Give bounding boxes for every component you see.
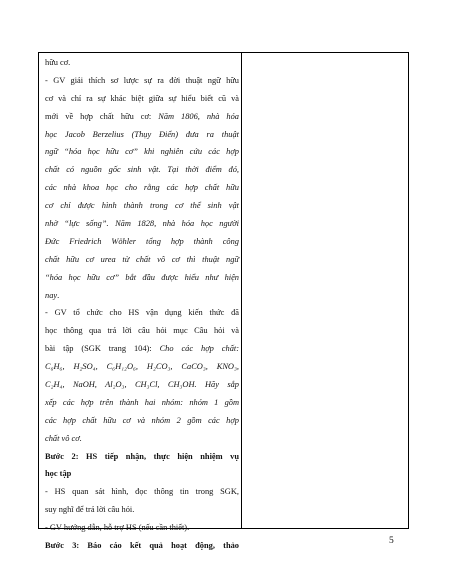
text-segment: - GV tổ chức cho HS vận dụng kiến thức đã <box>45 308 239 318</box>
text-segment: - GV giải thích sơ lược sự ra đời thuật ngữ hữu <box>45 75 239 85</box>
text-line <box>45 108 239 126</box>
text-line <box>45 161 239 179</box>
text-segment: mới về hợp chất hữu cơ: <box>45 111 159 121</box>
text-line <box>45 90 239 108</box>
text-line <box>45 126 239 144</box>
text-segment: xếp các hợp trên thành hai nhóm: nhóm 1 gồm <box>45 397 239 407</box>
text-line <box>45 501 239 519</box>
text-line <box>45 269 239 287</box>
text-segment: nhờ “lực sống”. Năm 1828, nhà hóa học người <box>45 219 239 229</box>
text-line <box>45 304 239 322</box>
text-segment: học tập <box>45 469 72 479</box>
text-segment: “hóa học hữu cơ” bắt đầu được hiểu như hiện <box>45 272 239 282</box>
text-segment: học thông qua trả lời câu hỏi mục Câu hỏi và <box>45 326 239 336</box>
text-line <box>45 483 239 501</box>
text-segment: Bước 2: HS tiếp nhận, thực hiện nhiệm vụ <box>45 451 239 461</box>
text-segment: Đức Friedrich Wöhler tổng hợp thành công <box>45 236 239 246</box>
text-line <box>45 394 239 412</box>
lesson-table <box>38 52 409 551</box>
text-segment: học Jacob Berzelius (Thụy Điển) đưa ra thuật <box>45 129 239 139</box>
text-segment: . <box>57 290 60 300</box>
text-line <box>45 54 239 72</box>
text-segment: Năm 1806, nhà hóa <box>158 111 239 121</box>
text-segment: chất có nguồn gốc sinh vật. Tại thời điểm đó, <box>45 165 239 175</box>
text-segment: ngữ “hóa học hữu cơ” khi nghiên cứu các hợp <box>45 147 239 157</box>
text-segment: bài tập (SGK trang 104): <box>45 344 160 354</box>
text-line <box>45 448 239 466</box>
text-line <box>45 179 239 197</box>
text-line <box>45 537 239 555</box>
text-segment: cơ và chỉ ra sự khác biệt giữa sự hiểu biết cũ và <box>45 93 239 103</box>
text-segment: hữu cơ. <box>45 58 71 67</box>
text-line <box>45 322 239 340</box>
activity-column <box>39 53 242 551</box>
text-segment: chất vô cơ. <box>45 433 82 443</box>
text-segment: các hợp chất hữu cơ và nhóm 2 gồm các hợp <box>45 415 239 425</box>
text-line <box>45 358 239 376</box>
text-line <box>45 465 239 483</box>
text-segment: nay <box>45 290 58 300</box>
text-line <box>45 519 239 537</box>
text-segment: C₂H₄, NaOH, Al₂O₃, CH₃Cl, CH₃OH. Hãy sắp <box>45 380 239 390</box>
text-segment: cơ chỉ được hình thành trong cơ thể sinh vật <box>45 201 239 211</box>
text-line <box>45 143 239 161</box>
activity-text <box>45 54 239 555</box>
text-segment: C₆H₆, H₂SO₄, C₆H₁₂O₆, H₂CO₃, CaCO₃, KNO₃, <box>45 362 239 372</box>
text-line <box>45 197 239 215</box>
text-line <box>45 233 239 251</box>
empty-column <box>242 53 408 528</box>
text-segment: - HS quan sát hình, đọc thông tin trong SGK, <box>45 487 239 497</box>
text-segment: suy nghĩ để trả lời câu hỏi. <box>45 505 135 515</box>
text-segment: chất hữu cơ urea từ chất vô cơ thì thuật ngữ <box>45 254 239 264</box>
text-line <box>45 430 239 448</box>
text-line <box>45 72 239 90</box>
text-segment: Cho các hợp chất: <box>159 344 239 354</box>
text-segment: Bước 3: Báo cáo kết quả hoạt động, thảo <box>45 541 239 551</box>
text-line <box>45 287 239 305</box>
text-line <box>45 251 239 269</box>
text-segment: - GV hướng dẫn, hỗ trợ HS (nếu cần thiết). <box>45 523 190 533</box>
text-line <box>45 340 239 358</box>
text-segment: các nhà khoa học cho rằng các hợp chất hữu <box>45 183 239 193</box>
text-line <box>45 412 239 430</box>
text-line <box>45 376 239 394</box>
page-number: 5 <box>389 536 394 546</box>
text-line <box>45 215 239 233</box>
